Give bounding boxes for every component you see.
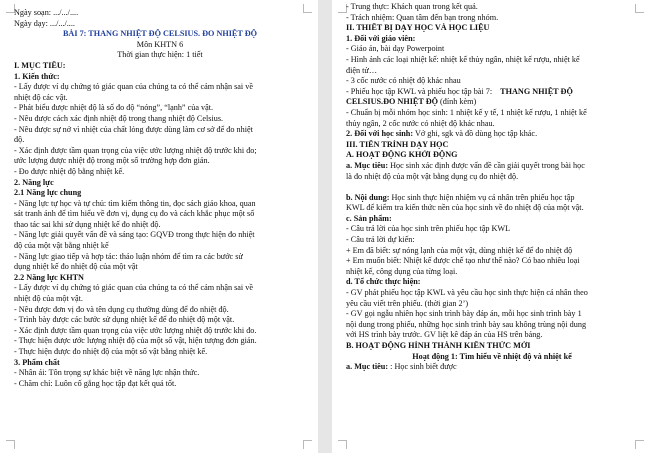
- corner-mark: [6, 440, 15, 449]
- text-line: điện tử…: [346, 65, 378, 75]
- label: a. Mục tiêu:: [346, 160, 389, 170]
- text-line: là đo nhiệt độ của một vật bằng dụng cụ đo nhiệt độ.: [346, 171, 519, 181]
- subsection-heading: 2.2 Năng lực KHTN: [14, 272, 84, 282]
- duration: Thời gian thực hiện: 1 tiết: [117, 50, 203, 60]
- text-line: - Năng lực tự học và tự chủ: tìm kiếm thông tin, đọc sách giáo khoa, quan: [14, 198, 256, 208]
- subsection-heading: 1. Kiến thức:: [14, 71, 60, 81]
- text-line: - Câu trả lời dự kiến:: [346, 235, 415, 245]
- text-line: với HS trình bày trước. GV liệt kê đáp án của HS trên bảng.: [346, 330, 543, 340]
- text-line: nội dung trong phiếu, những học sinh trình bày sau không trùng nội dung: [346, 319, 587, 329]
- text-run: Vở ghi, sgk và đồ dùng học tập khác.: [415, 129, 538, 139]
- label: b. Nội dung:: [346, 192, 390, 202]
- label: d. Tổ chức thực hiện:: [346, 277, 421, 287]
- text-line: [346, 362, 638, 373]
- text-line: - Câu trả lời của học sinh trên phiếu học tập KWL: [346, 224, 511, 234]
- label: c. Sản phẩm:: [346, 213, 392, 223]
- text-line: - Phát biểu được nhiệt độ là số đo độ “nóng”, “lạnh” của vật.: [14, 103, 214, 113]
- teach-date: Ngày dạy: .../.../....: [14, 18, 75, 28]
- text-line: - Xác định được tầm quan trọng của việc ước lượng nhiệt độ trước khi đo.: [14, 325, 257, 335]
- text-line: nhiệt độ các vật.: [14, 92, 68, 102]
- text-line: sát tranh ảnh để tìm hiểu về đơn vị, dụng cụ đo và cách khắc phục một số: [14, 209, 255, 219]
- text-run: Học sinh xác định được vấn đề cần giải quyết trong bài học: [390, 160, 585, 170]
- text-line: - Lấy được ví dụ chứng tỏ giác quan của chúng ta có thể cảm nhận sai về: [14, 283, 253, 293]
- section-heading: I. MỤC TIÊU:: [14, 60, 66, 70]
- text-line: [346, 97, 638, 108]
- text-line: ước lượng được nhiệt độ trong một số trường hợp đơn giản.: [14, 156, 210, 166]
- text-line: - GV gọi ngẫu nhiên học sinh trình bày đáp án, mỗi học sinh trình bày 1: [346, 309, 582, 319]
- activity-heading: A. HOẠT ĐỘNG KHỞI ĐỘNG: [346, 150, 458, 160]
- text-line: - Chuẩn bị mỗi nhóm học sinh: 1 nhiệt kế y tế, 1 nhiệt kế rượu, 1 nhiệt kế: [346, 107, 587, 117]
- activity-subheading: Hoạt động 1: Tìm hiểu về nhiệt độ và nhiệt kế: [412, 351, 572, 361]
- section-heading: III. TIẾN TRÌNH DẠY HỌC: [346, 139, 449, 149]
- prep-date: Ngày soạn: .../.../....: [14, 8, 79, 17]
- subsection-heading: 2. Đối với học sinh:: [346, 129, 414, 139]
- text-run: Học sinh thực hiện nhiệm vụ cá nhân trên phiếu học tập: [391, 192, 575, 202]
- text-line: - Nêu được cách xác định nhiệt độ trong thang nhiệt độ Celsius.: [14, 113, 224, 123]
- text-line: dụng nhiệt kế đo nhiệt độ của một vật: [14, 262, 138, 272]
- text-line: yêu cầu viết trên phiếu. (thời gian 2’): [346, 298, 469, 308]
- text-line: thao tác sai khi sử dụng nhiệt kế đo nhiệt độ.: [14, 219, 161, 229]
- text-line: [346, 161, 638, 172]
- text-line: - Lấy được ví dụ chứng tỏ giác quan của chúng ta có thể cảm nhận sai về: [14, 82, 253, 92]
- subject: Môn KHTN 6: [136, 39, 184, 49]
- text-line: thủy ngân, 2 cốc nước có nhiệt độ khác nhau.: [346, 118, 495, 128]
- activity-heading: B. HOẠT ĐỘNG HÌNH THÀNH KIẾN THỨC MỚI: [346, 341, 531, 350]
- text-line: - Thực hiện được ước lượng nhiệt độ của một số vật, hiện tượng đơn giản.: [14, 336, 257, 346]
- page-text: [346, 2, 638, 373]
- text-line: - Xác định được tầm quan trọng của việc ước lượng nhiệt độ trước khi đo;: [14, 145, 257, 155]
- document-page-right: [332, 0, 650, 453]
- lesson-title: BÀI 7: THANG NHIỆT ĐỘ CELSIUS. ĐO NHIỆT ĐỘ: [62, 29, 258, 39]
- subsection-heading: 1. Đối với giáo viên:: [346, 33, 416, 43]
- text-line: - Năng lực giao tiếp và hợp tác: thảo luận nhóm để tìm ra các bước sử: [14, 251, 243, 261]
- text-line: độ của một vật bằng nhiệt kế: [14, 241, 109, 251]
- lesson-title-inline: THANG NHIỆT ĐỘ: [500, 86, 573, 96]
- subsection-heading: 2. Năng lực: [14, 177, 54, 187]
- corner-mark: [303, 440, 312, 449]
- text-line: - Trách nhiệm: Quan tâm đến bạn trong nhóm.: [346, 12, 499, 22]
- text-line: KWL để kiểm tra kiến thức nền của học sinh về đo nhiệt độ của một vật.: [346, 203, 584, 213]
- text-line: nhiệt độ của một vật.: [14, 294, 83, 304]
- corner-mark: [338, 440, 347, 449]
- text-line: - Nhân ái: Tôn trọng sự khác biệt về năng lực nhận thức.: [14, 368, 200, 378]
- text-run: : Học sinh biết được: [390, 362, 457, 372]
- lesson-title-inline: CELSIUS.ĐO NHIỆT ĐỘ: [346, 97, 438, 107]
- text-line: - Trung thực: Khách quan trong kết quả.: [346, 2, 478, 11]
- text-line: - Đo được nhiệt độ bằng nhiệt kế.: [14, 166, 125, 176]
- document-page-left: [0, 0, 318, 453]
- text-line: + Em muốn biết: Nhiệt kế được chế tạo như thế nào? Có bao nhiêu loại: [346, 256, 580, 266]
- text-line: + Em đã biết: sự nóng lạnh của một vật, dùng nhiệt kế để đo nhiệt độ: [346, 245, 573, 255]
- section-heading: II. THIẾT BỊ DẠY HỌC VÀ HỌC LIỆU: [346, 23, 490, 33]
- text-line: - Chăm chỉ: Luôn cố gắng học tập đạt kết quả tốt.: [14, 378, 177, 388]
- page-text: [14, 8, 306, 389]
- text-line: - Thực hiện được đo nhiệt độ của một số vật bằng nhiệt kế.: [14, 347, 208, 356]
- text-line: - Giáo án, bài dạy Powerpoint: [346, 44, 445, 54]
- text-run: (đính kèm): [440, 97, 477, 107]
- subsection-heading: 2.1 Năng lực chung: [14, 188, 82, 198]
- text-line: - GV phát phiếu học tập KWL và yêu cầu học sinh thực hiện cá nhân theo: [346, 288, 588, 298]
- text-line: [346, 129, 638, 140]
- text-line: - Nêu được đơn vị đo và tên dụng cụ thường dùng để đo nhiệt độ.: [14, 304, 229, 314]
- text-line: - 3 cốc nước có nhiệt độ khác nhau: [346, 76, 461, 86]
- text-line: - Hình ảnh các loại nhiệt kế: nhiệt kế thủy ngân, nhiệt kế rượu, nhiệt kế: [346, 54, 580, 64]
- text-line: - Năng lực giải quyết vấn đề và sáng tạo: GQVĐ trong thực hiện đo nhiệt: [14, 230, 255, 240]
- text-line: [346, 87, 638, 98]
- label: a. Mục tiêu:: [346, 362, 389, 372]
- text-line: [346, 193, 638, 204]
- text-run: - Phiếu học tập KWL và phiếu học tập bài 7:: [346, 86, 493, 96]
- text-line: nhiệt kế, công dụng của từng loại.: [346, 266, 458, 276]
- text-line: - Nêu được sự nở vì nhiệt của chất lỏng được dùng làm cơ sở để đo nhiệt: [14, 124, 253, 134]
- corner-mark: [635, 440, 644, 449]
- spacer: [346, 182, 638, 193]
- text-line: - Trình bày được các bước sử dụng nhiệt kế để đo nhiệt độ một vật.: [14, 315, 235, 325]
- subsection-heading: 3. Phẩm chất: [14, 357, 60, 367]
- text-line: độ.: [14, 135, 25, 145]
